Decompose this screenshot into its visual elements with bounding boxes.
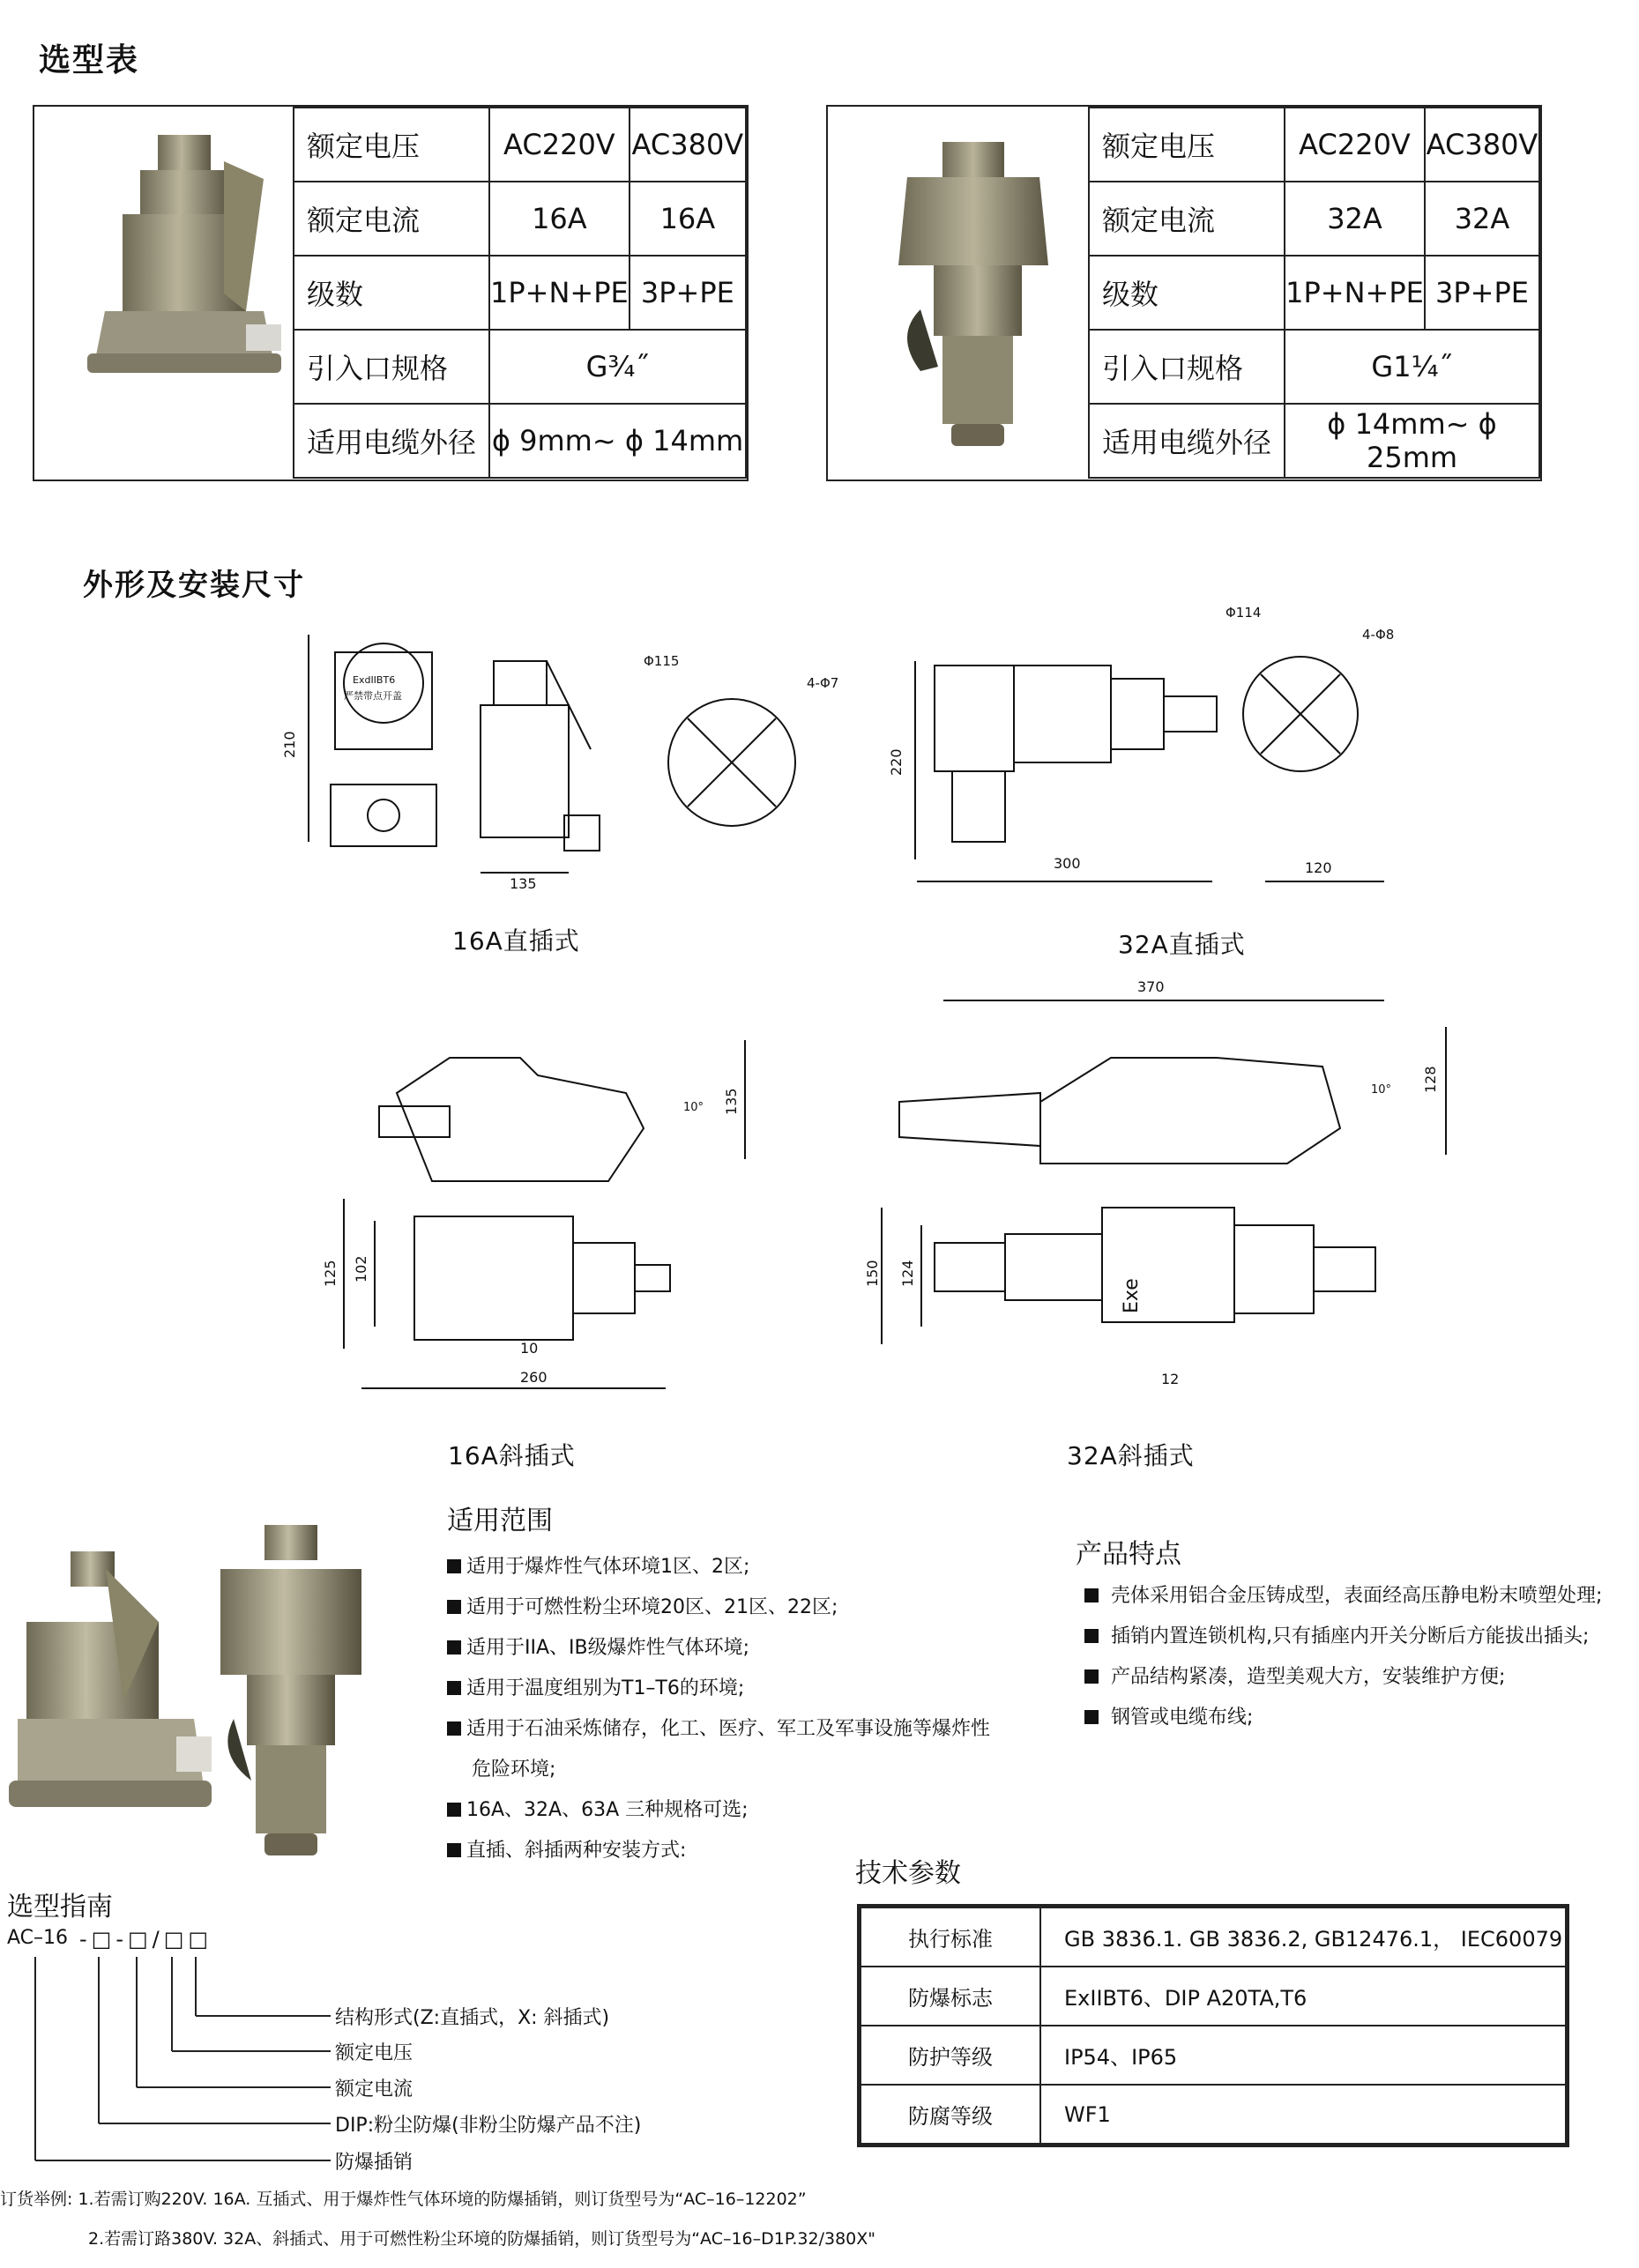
spec1-cable: ϕ 9mm~ ϕ 14mm	[489, 404, 746, 478]
list-item: 插销内置连锁机构,只有插座内开关分断后方能拔出插头;	[1084, 1617, 1602, 1657]
spec1-label-cable: 适用电缆外径	[294, 404, 489, 478]
table-row: 防护等级 IP54、IP65	[860, 2026, 1566, 2085]
spec2-voltage-b: AC380V	[1425, 108, 1539, 182]
dim-32a-angle: 10°	[1371, 1083, 1392, 1097]
dim-16a-holes: 4-Φ7	[807, 675, 839, 691]
dim-32a-angled-w2: 12	[1161, 1371, 1180, 1387]
spec1-current-b: 16A	[630, 182, 746, 256]
spec1-label-entry: 引入口规格	[294, 330, 489, 404]
tech-title: 技术参数	[855, 1858, 961, 1889]
product-photo-32a	[872, 133, 1075, 459]
dim-32a-width: 300	[1054, 855, 1081, 872]
dim-16a-angled-h2: 125	[322, 1260, 339, 1287]
drawing-16a-angled	[309, 1014, 776, 1402]
spec-table-32a	[826, 105, 1542, 481]
caption-32a-straight: 32A直插式	[1118, 930, 1246, 959]
spec2-label-poles: 级数	[1089, 256, 1285, 330]
list-item: 适用于IIA、IB级爆炸性气体环境;	[447, 1628, 990, 1669]
spec-table-16a	[33, 105, 749, 481]
list-item: 钢管或电缆布线;	[1084, 1698, 1602, 1738]
spec2-label-voltage: 额定电压	[1089, 108, 1285, 182]
guide-code-pattern: -□-□/□□	[79, 1927, 213, 1952]
caption-32a-angled: 32A斜插式	[1067, 1441, 1195, 1470]
product-photo-16a	[70, 117, 299, 399]
product-photo-group	[9, 1516, 361, 1869]
spec2-cable: ϕ 14mm~ ϕ 25mm	[1285, 404, 1539, 478]
caption-16a-angled: 16A斜插式	[448, 1441, 576, 1470]
spec1-current-a: 16A	[489, 182, 630, 256]
spec2-poles-b: 3P+PE	[1425, 256, 1539, 330]
table-row: 防腐等级 WF1	[860, 2085, 1566, 2144]
spec1-label-voltage: 额定电压	[294, 108, 489, 182]
spec2-current-b: 32A	[1425, 182, 1539, 256]
dims-section-title: 外形及安装尺寸	[83, 568, 305, 603]
dim-32a-angled-h2: 150	[864, 1260, 881, 1287]
guide-legend-current: 额定电流	[335, 2078, 413, 2101]
spec2-label-cable: 适用电缆外径	[1089, 404, 1285, 478]
order-example-2: 2.若需订路380V. 32A、斜插式、用于可燃性粉尘环境的防爆插销，则订货型号为“AC–16–D1P.32/380X"	[88, 2229, 876, 2249]
spec1-poles-a: 1P+N+PE	[489, 256, 630, 330]
list-item: 适用于爆炸性气体环境1区、2区;	[447, 1547, 990, 1588]
spec2-current-a: 32A	[1285, 182, 1425, 256]
guide-code-prefix: AC–16	[7, 1927, 69, 1949]
spec1-label-poles: 级数	[294, 256, 489, 330]
dim-16a-angled-w: 260	[520, 1369, 548, 1386]
dim-16a-angled-h: 135	[723, 1088, 740, 1115]
dim-32a-angled-h3: 124	[899, 1260, 916, 1287]
list-item: 直插、斜插两种安装方式:	[447, 1831, 990, 1871]
list-item: 适用于温度组别为T1–T6的环境;	[447, 1669, 990, 1709]
dim-16a-phi: Φ115	[644, 653, 680, 669]
mark-exd: ExdIIBT6	[353, 674, 396, 686]
spec2-entry: G1¼˝	[1285, 330, 1539, 404]
spec2-label-current: 额定电流	[1089, 182, 1285, 256]
dim-16a-width: 135	[510, 875, 537, 892]
table-row: 执行标准 GB 3836.1. GB 3836.2, GB12476.1， IEC60079	[860, 1907, 1566, 1967]
dim-16a-height: 210	[281, 731, 298, 758]
guide-title: 选型指南	[7, 1892, 113, 1922]
list-item: 适用于石油采炼储存，化工、医疗、军工及军事设施等爆炸性	[447, 1709, 990, 1750]
dim-32a-angled-h: 128	[1422, 1066, 1439, 1093]
tech-table	[857, 1904, 1569, 2147]
guide-leader-lines	[0, 1952, 335, 2190]
dim-16a-angle: 10°	[683, 1101, 704, 1114]
drawing-32a-angled	[864, 970, 1464, 1402]
dim-32a-holes: 4-Φ8	[1362, 627, 1395, 643]
dim-16a-angled-w2: 10	[520, 1340, 539, 1357]
mark-warning: 严禁带点开盖	[344, 690, 402, 702]
scope-list	[447, 1547, 990, 1871]
caption-16a-straight: 16A直插式	[452, 926, 580, 956]
dim-32a-angled-w: 370	[1137, 978, 1165, 995]
mark-exe: Exe	[1121, 1278, 1143, 1313]
dim-32a-height: 220	[888, 748, 905, 776]
list-item: 产品结构紧凑，造型美观大方，安装维护方便;	[1084, 1657, 1602, 1698]
list-item-continuation: 危险环境;	[472, 1759, 556, 1781]
dim-32a-width2: 120	[1305, 859, 1332, 876]
spec1-entry: G¾˝	[489, 330, 746, 404]
list-item: 适用于可燃性粉尘环境20区、21区、22区;	[447, 1588, 990, 1628]
dim-16a-angled-h3: 102	[353, 1255, 369, 1283]
order-example-1: 订货举例: 1.若需订购220V. 16A. 互插式、用于爆炸性气体环境的防爆插销，则订货型号为“AC–16–12202”	[0, 2190, 807, 2209]
drawing-16a-straight	[282, 608, 882, 908]
spec1-voltage-b: AC380V	[630, 108, 746, 182]
dim-32a-phi: Φ114	[1226, 605, 1262, 621]
list-item: 壳体采用铝合金压铸成型，表面经高压静电粉末喷塑处理;	[1084, 1576, 1602, 1617]
guide-legend-voltage: 额定电压	[335, 2042, 413, 2064]
spec2-voltage-a: AC220V	[1285, 108, 1425, 182]
page-title: 选型表	[39, 42, 140, 78]
spec1-label-current: 额定电流	[294, 182, 489, 256]
table-row: 防爆标志 ExIIBT6、DIP A20TA,T6	[860, 1967, 1566, 2026]
guide-legend-structure: 结构形式(Z:直插式，X: 斜插式)	[335, 2007, 610, 2029]
list-item: 16A、32A、63A 三种规格可选;	[447, 1790, 990, 1831]
spec1-poles-b: 3P+PE	[630, 256, 746, 330]
drawing-32a-straight	[890, 599, 1419, 899]
spec2-label-entry: 引入口规格	[1089, 330, 1285, 404]
guide-legend-product: 防爆插销	[335, 2152, 413, 2174]
guide-legend-dip: DIP:粉尘防爆(非粉尘防爆产品不注)	[335, 2115, 642, 2137]
features-title: 产品特点	[1076, 1539, 1181, 1570]
features-list	[1084, 1576, 1602, 1738]
spec2-poles-a: 1P+N+PE	[1285, 256, 1425, 330]
scope-title: 适用范围	[447, 1506, 553, 1536]
spec1-voltage-a: AC220V	[489, 108, 630, 182]
